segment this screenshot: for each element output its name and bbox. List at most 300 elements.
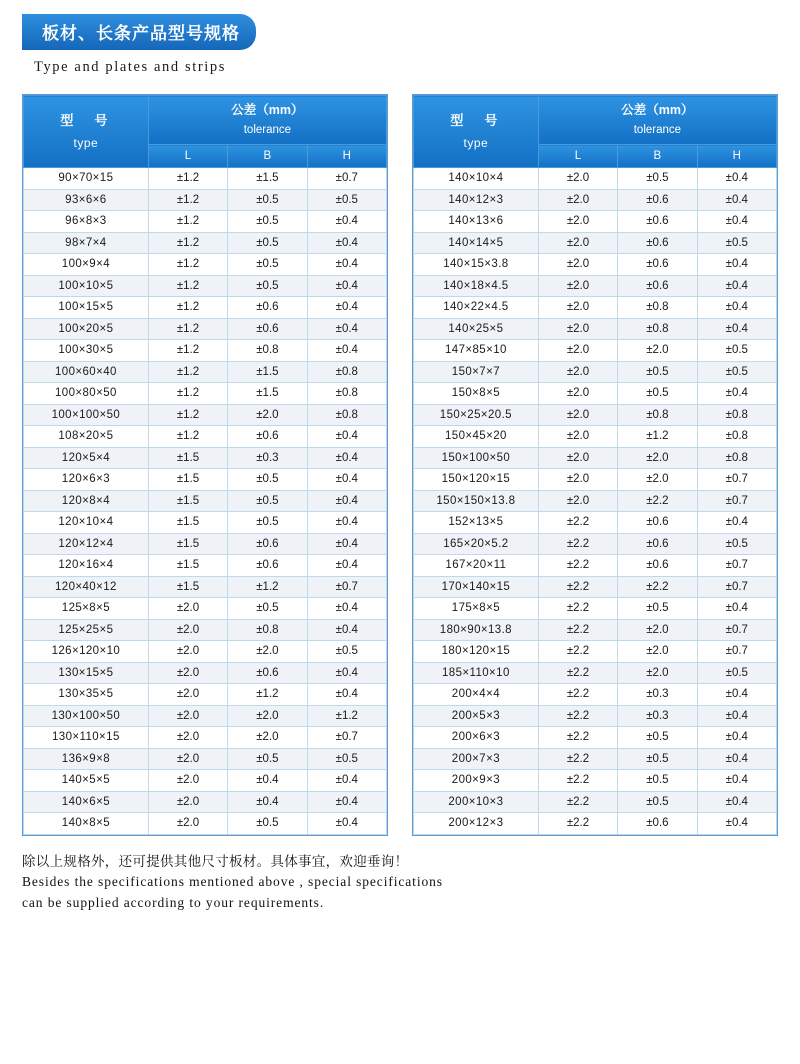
cell-h: ±0.4 bbox=[307, 232, 386, 254]
table-row bbox=[24, 533, 387, 555]
table-row bbox=[24, 318, 387, 340]
table-row bbox=[24, 727, 387, 749]
header-tolerance: 公差（mm） tolerance bbox=[148, 96, 386, 145]
cell-type: 140×22×4.5 bbox=[414, 297, 539, 319]
table-row bbox=[414, 275, 777, 297]
cell-type: 140×12×3 bbox=[414, 189, 539, 211]
cell-b: ±0.5 bbox=[618, 598, 697, 620]
cell-h: ±0.4 bbox=[697, 318, 776, 340]
cell-h: ±0.4 bbox=[307, 447, 386, 469]
cell-b: ±0.4 bbox=[228, 770, 307, 792]
cell-type: 180×120×15 bbox=[414, 641, 539, 663]
page-subtitle: Type and plates and strips bbox=[34, 59, 226, 75]
cell-b: ±0.5 bbox=[228, 598, 307, 620]
header-tolerance: 公差（mm） tolerance bbox=[538, 96, 776, 145]
cell-b: ±0.6 bbox=[618, 254, 697, 276]
cell-h: ±0.8 bbox=[307, 404, 386, 426]
cell-b: ±0.5 bbox=[618, 791, 697, 813]
cell-b: ±0.5 bbox=[228, 275, 307, 297]
header-col-b: B bbox=[618, 145, 697, 168]
cell-h: ±0.4 bbox=[307, 791, 386, 813]
cell-l: ±2.0 bbox=[538, 297, 617, 319]
cell-l: ±2.2 bbox=[538, 512, 617, 534]
cell-type: 140×15×3.8 bbox=[414, 254, 539, 276]
table-row bbox=[24, 361, 387, 383]
cell-b: ±0.8 bbox=[228, 340, 307, 362]
cell-h: ±0.8 bbox=[697, 447, 776, 469]
table-row bbox=[414, 727, 777, 749]
cell-b: ±0.6 bbox=[228, 297, 307, 319]
cell-type: 165×20×5.2 bbox=[414, 533, 539, 555]
cell-h: ±0.4 bbox=[307, 275, 386, 297]
cell-type: 150×150×13.8 bbox=[414, 490, 539, 512]
page-title: 板材、长条产品型号规格 bbox=[22, 14, 256, 50]
table-header-row bbox=[414, 96, 777, 145]
table-row bbox=[414, 447, 777, 469]
cell-type: 126×120×10 bbox=[24, 641, 149, 663]
cell-b: ±0.8 bbox=[618, 404, 697, 426]
cell-l: ±2.0 bbox=[538, 318, 617, 340]
cell-l: ±1.2 bbox=[148, 168, 227, 190]
cell-type: 150×25×20.5 bbox=[414, 404, 539, 426]
table-row bbox=[24, 469, 387, 491]
table-row bbox=[24, 555, 387, 577]
cell-type: 120×16×4 bbox=[24, 555, 149, 577]
cell-l: ±1.2 bbox=[148, 189, 227, 211]
cell-h: ±0.4 bbox=[697, 684, 776, 706]
table-row bbox=[414, 705, 777, 727]
cell-b: ±0.5 bbox=[618, 748, 697, 770]
cell-b: ±2.2 bbox=[618, 490, 697, 512]
cell-h: ±0.5 bbox=[697, 232, 776, 254]
footer-line-cn: 除以上规格外，还可提供其他尺寸板材。具体事宜，欢迎垂询！ bbox=[22, 853, 409, 869]
cell-l: ±2.2 bbox=[538, 662, 617, 684]
cell-b: ±0.5 bbox=[618, 168, 697, 190]
cell-l: ±2.0 bbox=[538, 469, 617, 491]
table-row bbox=[414, 512, 777, 534]
cell-b: ±2.0 bbox=[228, 705, 307, 727]
cell-type: 170×140×15 bbox=[414, 576, 539, 598]
cell-b: ±2.0 bbox=[618, 469, 697, 491]
cell-h: ±0.4 bbox=[307, 555, 386, 577]
cell-b: ±0.6 bbox=[228, 426, 307, 448]
cell-l: ±1.2 bbox=[148, 361, 227, 383]
cell-h: ±0.4 bbox=[697, 383, 776, 405]
cell-type: 130×100×50 bbox=[24, 705, 149, 727]
cell-type: 98×7×4 bbox=[24, 232, 149, 254]
cell-b: ±0.6 bbox=[228, 533, 307, 555]
cell-type: 125×25×5 bbox=[24, 619, 149, 641]
cell-h: ±0.7 bbox=[697, 619, 776, 641]
left-spec-table bbox=[22, 94, 388, 836]
cell-type: 120×40×12 bbox=[24, 576, 149, 598]
cell-l: ±2.0 bbox=[538, 189, 617, 211]
cell-b: ±2.0 bbox=[618, 447, 697, 469]
table-row bbox=[414, 662, 777, 684]
cell-l: ±1.5 bbox=[148, 490, 227, 512]
cell-type: 180×90×13.8 bbox=[414, 619, 539, 641]
spec-tables bbox=[22, 94, 778, 836]
cell-type: 140×13×6 bbox=[414, 211, 539, 233]
cell-h: ±0.8 bbox=[697, 404, 776, 426]
cell-h: ±0.4 bbox=[307, 211, 386, 233]
cell-type: 140×5×5 bbox=[24, 770, 149, 792]
cell-b: ±1.5 bbox=[228, 383, 307, 405]
cell-type: 120×10×4 bbox=[24, 512, 149, 534]
table-row bbox=[24, 641, 387, 663]
cell-l: ±2.0 bbox=[148, 598, 227, 620]
table-row bbox=[24, 383, 387, 405]
cell-type: 100×9×4 bbox=[24, 254, 149, 276]
table-row bbox=[24, 254, 387, 276]
cell-l: ±2.0 bbox=[538, 340, 617, 362]
cell-b: ±2.0 bbox=[618, 641, 697, 663]
cell-type: 130×110×15 bbox=[24, 727, 149, 749]
cell-b: ±0.6 bbox=[618, 533, 697, 555]
cell-type: 200×7×3 bbox=[414, 748, 539, 770]
header-col-h: H bbox=[697, 145, 776, 168]
cell-b: ±2.0 bbox=[228, 641, 307, 663]
cell-type: 200×4×4 bbox=[414, 684, 539, 706]
cell-type: 200×12×3 bbox=[414, 813, 539, 835]
cell-type: 96×8×3 bbox=[24, 211, 149, 233]
cell-l: ±2.2 bbox=[538, 813, 617, 835]
table-row bbox=[414, 340, 777, 362]
cell-type: 140×6×5 bbox=[24, 791, 149, 813]
cell-h: ±0.4 bbox=[307, 813, 386, 835]
cell-type: 100×30×5 bbox=[24, 340, 149, 362]
cell-h: ±0.8 bbox=[307, 361, 386, 383]
table-row bbox=[414, 361, 777, 383]
cell-type: 100×60×40 bbox=[24, 361, 149, 383]
table-row bbox=[24, 748, 387, 770]
cell-h: ±0.4 bbox=[697, 189, 776, 211]
table-row bbox=[24, 447, 387, 469]
cell-l: ±2.0 bbox=[148, 641, 227, 663]
cell-b: ±0.8 bbox=[618, 318, 697, 340]
cell-h: ±0.5 bbox=[697, 533, 776, 555]
cell-l: ±2.0 bbox=[538, 404, 617, 426]
cell-type: 130×15×5 bbox=[24, 662, 149, 684]
cell-type: 120×8×4 bbox=[24, 490, 149, 512]
cell-h: ±0.4 bbox=[697, 275, 776, 297]
cell-h: ±0.4 bbox=[307, 598, 386, 620]
cell-h: ±0.5 bbox=[307, 189, 386, 211]
cell-h: ±0.4 bbox=[697, 813, 776, 835]
cell-type: 120×5×4 bbox=[24, 447, 149, 469]
cell-l: ±2.0 bbox=[148, 770, 227, 792]
cell-h: ±0.4 bbox=[307, 770, 386, 792]
header-type: 型 号 type bbox=[24, 96, 149, 168]
right-table-body bbox=[414, 168, 777, 835]
cell-l: ±1.2 bbox=[148, 318, 227, 340]
table-row bbox=[24, 770, 387, 792]
cell-l: ±2.0 bbox=[538, 361, 617, 383]
table-row bbox=[414, 168, 777, 190]
cell-type: 200×5×3 bbox=[414, 705, 539, 727]
cell-type: 100×10×5 bbox=[24, 275, 149, 297]
cell-type: 140×8×5 bbox=[24, 813, 149, 835]
cell-b: ±0.8 bbox=[618, 297, 697, 319]
cell-b: ±0.8 bbox=[228, 619, 307, 641]
cell-type: 100×80×50 bbox=[24, 383, 149, 405]
cell-type: 93×6×6 bbox=[24, 189, 149, 211]
cell-h: ±0.4 bbox=[307, 490, 386, 512]
cell-l: ±1.5 bbox=[148, 512, 227, 534]
cell-h: ±0.4 bbox=[307, 254, 386, 276]
table-header-row bbox=[24, 96, 387, 145]
cell-type: 150×45×20 bbox=[414, 426, 539, 448]
cell-type: 152×13×5 bbox=[414, 512, 539, 534]
cell-l: ±1.2 bbox=[148, 275, 227, 297]
table-row bbox=[414, 404, 777, 426]
cell-l: ±2.0 bbox=[538, 211, 617, 233]
table-row bbox=[414, 619, 777, 641]
cell-h: ±0.4 bbox=[697, 598, 776, 620]
cell-b: ±0.5 bbox=[228, 813, 307, 835]
cell-h: ±0.7 bbox=[307, 168, 386, 190]
cell-b: ±0.5 bbox=[618, 770, 697, 792]
table-row bbox=[414, 254, 777, 276]
cell-type: 185×110×10 bbox=[414, 662, 539, 684]
cell-type: 200×9×3 bbox=[414, 770, 539, 792]
cell-l: ±2.0 bbox=[148, 791, 227, 813]
cell-l: ±2.0 bbox=[538, 232, 617, 254]
cell-l: ±1.5 bbox=[148, 533, 227, 555]
cell-h: ±0.8 bbox=[307, 383, 386, 405]
table-row bbox=[24, 598, 387, 620]
cell-type: 136×9×8 bbox=[24, 748, 149, 770]
cell-h: ±0.5 bbox=[697, 662, 776, 684]
cell-h: ±0.4 bbox=[697, 297, 776, 319]
cell-b: ±0.3 bbox=[618, 684, 697, 706]
cell-b: ±2.0 bbox=[228, 404, 307, 426]
cell-h: ±0.8 bbox=[697, 426, 776, 448]
cell-b: ±0.6 bbox=[618, 232, 697, 254]
cell-h: ±0.7 bbox=[697, 490, 776, 512]
cell-b: ±2.0 bbox=[618, 340, 697, 362]
cell-l: ±2.2 bbox=[538, 576, 617, 598]
table-row bbox=[24, 426, 387, 448]
cell-h: ±0.4 bbox=[307, 684, 386, 706]
cell-l: ±1.2 bbox=[148, 426, 227, 448]
table-row bbox=[24, 189, 387, 211]
cell-type: 200×10×3 bbox=[414, 791, 539, 813]
cell-h: ±0.4 bbox=[697, 211, 776, 233]
cell-h: ±0.7 bbox=[697, 469, 776, 491]
cell-h: ±0.7 bbox=[307, 727, 386, 749]
cell-h: ±0.4 bbox=[697, 168, 776, 190]
cell-h: ±0.5 bbox=[307, 641, 386, 663]
cell-type: 90×70×15 bbox=[24, 168, 149, 190]
footer-line-en-2: can be supplied according to your requirements. bbox=[22, 895, 325, 911]
cell-h: ±0.4 bbox=[697, 512, 776, 534]
cell-type: 150×100×50 bbox=[414, 447, 539, 469]
cell-h: ±0.4 bbox=[307, 426, 386, 448]
cell-l: ±2.0 bbox=[538, 383, 617, 405]
cell-b: ±0.5 bbox=[618, 383, 697, 405]
header-col-l: L bbox=[538, 145, 617, 168]
cell-type: 120×6×3 bbox=[24, 469, 149, 491]
cell-l: ±2.2 bbox=[538, 770, 617, 792]
cell-h: ±0.7 bbox=[697, 641, 776, 663]
table-row bbox=[24, 168, 387, 190]
table-row bbox=[414, 748, 777, 770]
cell-l: ±2.2 bbox=[538, 641, 617, 663]
cell-l: ±1.5 bbox=[148, 555, 227, 577]
cell-b: ±0.5 bbox=[228, 490, 307, 512]
table-row bbox=[24, 684, 387, 706]
cell-b: ±2.0 bbox=[618, 619, 697, 641]
cell-type: 150×7×7 bbox=[414, 361, 539, 383]
table-row bbox=[24, 211, 387, 233]
table-row bbox=[24, 404, 387, 426]
table-row bbox=[24, 791, 387, 813]
cell-h: ±0.4 bbox=[307, 469, 386, 491]
cell-l: ±1.5 bbox=[148, 576, 227, 598]
page-header bbox=[0, 0, 800, 76]
table-row bbox=[24, 813, 387, 835]
cell-l: ±2.0 bbox=[148, 727, 227, 749]
table-row bbox=[24, 705, 387, 727]
cell-h: ±0.5 bbox=[697, 340, 776, 362]
cell-type: 140×25×5 bbox=[414, 318, 539, 340]
table-row bbox=[414, 555, 777, 577]
cell-b: ±0.5 bbox=[228, 748, 307, 770]
cell-type: 167×20×11 bbox=[414, 555, 539, 577]
table-row bbox=[24, 340, 387, 362]
table-row bbox=[414, 189, 777, 211]
table-row bbox=[24, 275, 387, 297]
cell-l: ±1.2 bbox=[148, 211, 227, 233]
cell-l: ±2.0 bbox=[148, 619, 227, 641]
cell-type: 100×100×50 bbox=[24, 404, 149, 426]
table-row bbox=[24, 297, 387, 319]
table-row bbox=[24, 662, 387, 684]
cell-h: ±0.4 bbox=[697, 770, 776, 792]
cell-l: ±2.0 bbox=[148, 705, 227, 727]
cell-l: ±1.5 bbox=[148, 447, 227, 469]
cell-b: ±1.5 bbox=[228, 361, 307, 383]
cell-l: ±2.0 bbox=[148, 684, 227, 706]
cell-b: ±1.2 bbox=[228, 576, 307, 598]
cell-b: ±0.6 bbox=[228, 318, 307, 340]
cell-type: 100×20×5 bbox=[24, 318, 149, 340]
cell-b: ±0.6 bbox=[618, 555, 697, 577]
cell-h: ±0.4 bbox=[307, 297, 386, 319]
table-row bbox=[24, 490, 387, 512]
table-row bbox=[414, 469, 777, 491]
cell-type: 150×8×5 bbox=[414, 383, 539, 405]
cell-h: ±0.4 bbox=[307, 318, 386, 340]
header-type: 型 号 type bbox=[414, 96, 539, 168]
cell-b: ±0.5 bbox=[618, 727, 697, 749]
cell-b: ±0.5 bbox=[228, 254, 307, 276]
cell-h: ±0.4 bbox=[697, 791, 776, 813]
table-row bbox=[414, 383, 777, 405]
header-col-l: L bbox=[148, 145, 227, 168]
table-row bbox=[24, 576, 387, 598]
cell-type: 147×85×10 bbox=[414, 340, 539, 362]
cell-l: ±1.5 bbox=[148, 469, 227, 491]
table-row bbox=[414, 576, 777, 598]
cell-b: ±0.5 bbox=[228, 189, 307, 211]
footer-line-en-1: Besides the specifications mentioned above , special specifications bbox=[22, 874, 443, 890]
cell-l: ±2.2 bbox=[538, 533, 617, 555]
cell-h: ±0.4 bbox=[307, 662, 386, 684]
cell-l: ±1.2 bbox=[148, 232, 227, 254]
cell-l: ±2.0 bbox=[538, 275, 617, 297]
cell-l: ±2.2 bbox=[538, 555, 617, 577]
cell-b: ±2.0 bbox=[618, 662, 697, 684]
cell-h: ±0.5 bbox=[307, 748, 386, 770]
cell-b: ±1.2 bbox=[228, 684, 307, 706]
cell-type: 175×8×5 bbox=[414, 598, 539, 620]
cell-l: ±1.2 bbox=[148, 297, 227, 319]
cell-l: ±1.2 bbox=[148, 383, 227, 405]
table-row bbox=[414, 426, 777, 448]
footer-note bbox=[22, 852, 778, 915]
table-row bbox=[414, 770, 777, 792]
cell-b: ±0.6 bbox=[618, 189, 697, 211]
table-row bbox=[414, 598, 777, 620]
cell-b: ±0.6 bbox=[228, 555, 307, 577]
cell-b: ±0.6 bbox=[618, 813, 697, 835]
cell-b: ±0.3 bbox=[228, 447, 307, 469]
cell-l: ±2.2 bbox=[538, 684, 617, 706]
cell-h: ±0.4 bbox=[697, 254, 776, 276]
table-row bbox=[414, 641, 777, 663]
table-row bbox=[24, 512, 387, 534]
cell-l: ±2.0 bbox=[148, 748, 227, 770]
left-table-body bbox=[24, 168, 387, 835]
cell-h: ±0.4 bbox=[307, 533, 386, 555]
cell-b: ±0.3 bbox=[618, 705, 697, 727]
cell-l: ±1.2 bbox=[148, 340, 227, 362]
cell-l: ±2.0 bbox=[148, 662, 227, 684]
cell-h: ±1.2 bbox=[307, 705, 386, 727]
table-row bbox=[24, 232, 387, 254]
table-row bbox=[414, 813, 777, 835]
header-col-b: B bbox=[228, 145, 307, 168]
cell-l: ±2.2 bbox=[538, 748, 617, 770]
cell-b: ±0.6 bbox=[618, 512, 697, 534]
cell-l: ±2.2 bbox=[538, 727, 617, 749]
cell-h: ±0.7 bbox=[307, 576, 386, 598]
table-row bbox=[414, 533, 777, 555]
cell-type: 108×20×5 bbox=[24, 426, 149, 448]
table-row bbox=[414, 318, 777, 340]
cell-type: 140×14×5 bbox=[414, 232, 539, 254]
cell-b: ±1.2 bbox=[618, 426, 697, 448]
cell-h: ±0.4 bbox=[697, 748, 776, 770]
cell-b: ±0.6 bbox=[618, 275, 697, 297]
cell-h: ±0.4 bbox=[307, 619, 386, 641]
cell-b: ±0.5 bbox=[228, 469, 307, 491]
cell-l: ±2.0 bbox=[538, 490, 617, 512]
cell-b: ±0.5 bbox=[228, 512, 307, 534]
table-row bbox=[414, 490, 777, 512]
cell-b: ±2.0 bbox=[228, 727, 307, 749]
cell-l: ±2.2 bbox=[538, 791, 617, 813]
right-spec-table bbox=[412, 94, 778, 836]
cell-type: 200×6×3 bbox=[414, 727, 539, 749]
cell-h: ±0.7 bbox=[697, 576, 776, 598]
cell-type: 125×8×5 bbox=[24, 598, 149, 620]
table-row bbox=[414, 232, 777, 254]
table-row bbox=[24, 619, 387, 641]
cell-l: ±1.2 bbox=[148, 404, 227, 426]
